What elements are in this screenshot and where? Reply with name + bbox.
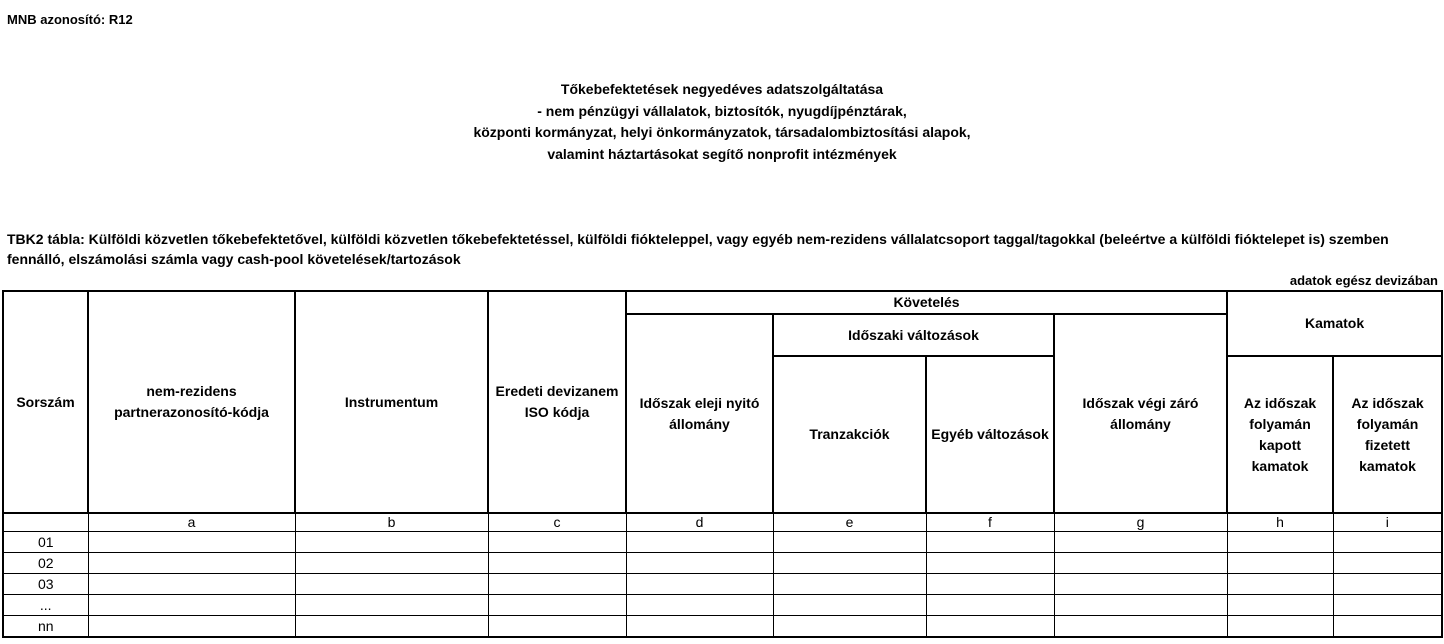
cell-instrument[interactable] <box>295 532 488 553</box>
cell-other-changes[interactable] <box>926 532 1054 553</box>
cell-partner[interactable] <box>88 532 295 553</box>
col-header-interest-received: Az időszak folyamán kapott kamatok <box>1227 356 1333 513</box>
col-header-iso: Eredeti devizanem ISO kódja <box>488 291 626 513</box>
cell-interest-received[interactable] <box>1227 616 1333 638</box>
col-header-interest-paid: Az időszak folyamán fizetett kamatok <box>1333 356 1442 513</box>
col-letter: b <box>295 513 488 532</box>
cell-closing[interactable] <box>1054 616 1227 638</box>
cell-interest-paid[interactable] <box>1333 532 1442 553</box>
col-header-koveteles: Követelés <box>626 291 1227 314</box>
cell-instrument[interactable] <box>295 553 488 574</box>
cell-closing[interactable] <box>1054 595 1227 616</box>
unit-note: adatok egész devizában <box>1289 273 1438 288</box>
cell-other-changes[interactable] <box>926 553 1054 574</box>
title-line-2: - nem pénzügyi vállalatok, biztosítók, nyugdíjpénztárak, <box>537 102 907 119</box>
table-caption: TBK2 tábla: Külföldi közvetlen tőkebefektetővel, külföldi közvetlen tőkebefektetéssel, külföldi fiókteleppel, vagy egyéb nem-rezidens vállalatcsoport taggal/tagokkal (beleértve a külföldi fióktelepet is) szemben fennálló, elszámolási számla vagy cash-pool követelések/tartozások <box>7 231 1389 267</box>
cell-closing[interactable] <box>1054 532 1227 553</box>
table-row <box>3 616 1442 638</box>
row-number: 02 <box>3 553 88 574</box>
col-header-sorszam: Sorszám <box>3 291 88 513</box>
cell-transactions[interactable] <box>773 574 926 595</box>
cell-iso[interactable] <box>488 532 626 553</box>
col-header-instrument: Instrumentum <box>295 291 488 513</box>
col-header-kamatok: Kamatok <box>1227 291 1442 356</box>
cell-interest-paid[interactable] <box>1333 595 1442 616</box>
cell-opening[interactable] <box>626 553 773 574</box>
table-row <box>3 553 1442 574</box>
col-letter <box>3 513 88 532</box>
cell-interest-received[interactable] <box>1227 595 1333 616</box>
cell-instrument[interactable] <box>295 616 488 638</box>
column-letter-row <box>3 513 1442 532</box>
row-number: ... <box>3 595 88 616</box>
col-letter: c <box>488 513 626 532</box>
cell-opening[interactable] <box>626 595 773 616</box>
cell-interest-received[interactable] <box>1227 574 1333 595</box>
cell-instrument[interactable] <box>295 574 488 595</box>
col-header-opening: Időszak eleji nyitó állomány <box>626 314 773 513</box>
col-letter: g <box>1054 513 1227 532</box>
cell-iso[interactable] <box>488 595 626 616</box>
cell-interest-paid[interactable] <box>1333 574 1442 595</box>
col-header-closing: Időszak végi záró állomány <box>1054 314 1227 513</box>
tbk2-table <box>2 290 1443 638</box>
cell-partner[interactable] <box>88 595 295 616</box>
cell-closing[interactable] <box>1054 553 1227 574</box>
row-number: 03 <box>3 574 88 595</box>
table-row <box>3 574 1442 595</box>
col-letter: i <box>1333 513 1442 532</box>
title-line-3: központi kormányzat, helyi önkormányzatok, társadalombiztosítási alapok, <box>473 124 971 140</box>
report-title <box>0 79 1444 165</box>
cell-other-changes[interactable] <box>926 574 1054 595</box>
col-header-partner: nem-rezidens partnerazonosító-kódja <box>88 291 295 513</box>
cell-iso[interactable] <box>488 574 626 595</box>
title-line-1: Tőkebefektetések negyedéves adatszolgáltatása <box>560 81 884 97</box>
cell-partner[interactable] <box>88 616 295 638</box>
cell-other-changes[interactable] <box>926 616 1054 638</box>
cell-iso[interactable] <box>488 553 626 574</box>
row-number: 01 <box>3 532 88 553</box>
cell-interest-paid[interactable] <box>1333 616 1442 638</box>
cell-interest-paid[interactable] <box>1333 553 1442 574</box>
cell-interest-received[interactable] <box>1227 553 1333 574</box>
cell-opening[interactable] <box>626 532 773 553</box>
cell-instrument[interactable] <box>295 595 488 616</box>
cell-transactions[interactable] <box>773 595 926 616</box>
col-header-other-changes: Egyéb változások <box>926 356 1054 513</box>
col-letter: a <box>88 513 295 532</box>
cell-other-changes[interactable] <box>926 595 1054 616</box>
row-number: nn <box>3 616 88 638</box>
cell-transactions[interactable] <box>773 553 926 574</box>
cell-transactions[interactable] <box>773 616 926 638</box>
cell-closing[interactable] <box>1054 574 1227 595</box>
cell-opening[interactable] <box>626 616 773 638</box>
cell-iso[interactable] <box>488 616 626 638</box>
cell-interest-received[interactable] <box>1227 532 1333 553</box>
col-letter: h <box>1227 513 1333 532</box>
table-row <box>3 532 1442 553</box>
cell-transactions[interactable] <box>773 532 926 553</box>
col-letter: e <box>773 513 926 532</box>
table-row <box>3 595 1442 616</box>
cell-partner[interactable] <box>88 574 295 595</box>
cell-opening[interactable] <box>626 574 773 595</box>
col-header-transactions: Tranzakciók <box>773 356 926 513</box>
cell-partner[interactable] <box>88 553 295 574</box>
col-letter: f <box>926 513 1054 532</box>
col-letter: d <box>626 513 773 532</box>
col-header-changes: Időszaki változások <box>773 314 1054 356</box>
mnb-identifier: MNB azonosító: R12 <box>7 12 133 27</box>
title-line-4: valamint háztartásokat segítő nonprofit intézmények <box>547 145 897 162</box>
